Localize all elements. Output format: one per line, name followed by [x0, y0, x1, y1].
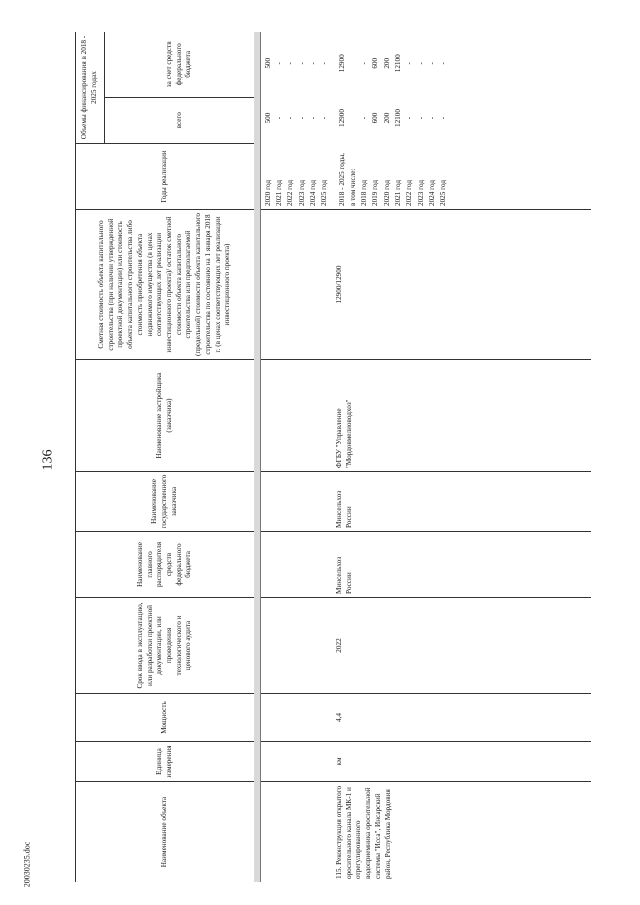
table-row: 2025 год - - — [439, 62, 448, 206]
table-header — [75, 32, 255, 882]
item-deadline: 2022 — [261, 598, 591, 694]
table-row: 2020 год 200 200 — [382, 57, 391, 206]
table-body — [261, 32, 591, 882]
table-row: 2022 год - - — [405, 62, 414, 206]
previous-item-periods — [261, 32, 331, 209]
item-name-cell — [261, 782, 591, 882]
header-main-manager: Наименование главного распорядителя средств федерального бюджета — [76, 532, 254, 598]
header-federal-budget: за счет средств федерального бюджета — [164, 41, 193, 88]
item-unit: км — [261, 742, 591, 782]
table-row: 2023 год - - — [416, 62, 425, 206]
header-developer: Наименование застройщика (заказчика) — [76, 360, 254, 472]
table-row: 2018 год - - — [360, 62, 369, 206]
header-unit: Единица измерения — [76, 742, 254, 782]
header-state-customer: Наименование государственного заказчика — [76, 472, 254, 532]
table-row: 2021 год - - — [275, 62, 284, 206]
header-estimated-cost: Сметная стоимость объекта капитального строительства (при наличии утвержденной проектной документации) или стоимость объекта капитального строительства либо стоимость приобретения объекта недвижимого имущества (в ценах соответствующих лет реализации инвестиционного проекта)/ остаток сметной стоимости объекта капитального строительства или предполагаемой (предельной) стоимости объекта капитального строительства по состоянию на 1 января 2018 г. (в ценах соответствующих лет реализации инвестиционного проекта) — [76, 210, 254, 360]
page-number: 136 — [40, 449, 56, 471]
header-years: Годы реализации — [76, 144, 254, 210]
header-capacity: Мощность — [76, 694, 254, 742]
table-row: 2019 год 600 600 — [371, 57, 380, 206]
table-row: в том числе: — [348, 168, 357, 206]
header-financing-group: Объемы финансирования в 2018 - 2025 годах — [76, 32, 105, 143]
table-row: 2020 год 500 500 — [263, 57, 272, 206]
table-row: 2024 год - - — [427, 62, 436, 206]
table-row: 2024 год - - — [308, 62, 317, 206]
document-id: 20030235.doc — [22, 841, 32, 888]
item-number: 115. — [335, 866, 343, 879]
item-state-customer: Минсельхоз России — [261, 472, 591, 532]
document-table — [75, 32, 595, 882]
table-row: 2021 год 12100 12100 — [394, 54, 403, 206]
item-main-manager: Минсельхоз России — [261, 532, 591, 598]
item-developer: ФГБУ "Управление "Мордовмелиоводхоз" — [261, 360, 591, 472]
table-row: 2025 год - - — [320, 62, 329, 206]
header-deadline: Срок ввода в эксплуатацию, или разработки проектной документации, или проведения технологического и ценового аудита — [76, 598, 254, 694]
financing-block — [261, 32, 591, 210]
header-divider — [254, 32, 261, 882]
table-row: 2022 год - - — [286, 62, 295, 206]
header-object-name: Наименование объекта — [160, 796, 169, 868]
item-name: Реконструкция открытого оросительного канала МК-1 и отрегулированного водоприемника оросительной системы "Исса", Инсарский район, Республика Мордовия — [335, 785, 392, 879]
item-capacity: 4,4 — [261, 694, 591, 742]
header-total: всего — [105, 97, 254, 143]
item-cost: 12900/12900 — [261, 210, 591, 360]
table-row: 2018 - 2025 годы, 12900 12900 — [337, 54, 346, 206]
header-financing — [76, 32, 254, 144]
table-row: 2023 год - - — [297, 62, 306, 206]
item-periods — [337, 32, 450, 209]
